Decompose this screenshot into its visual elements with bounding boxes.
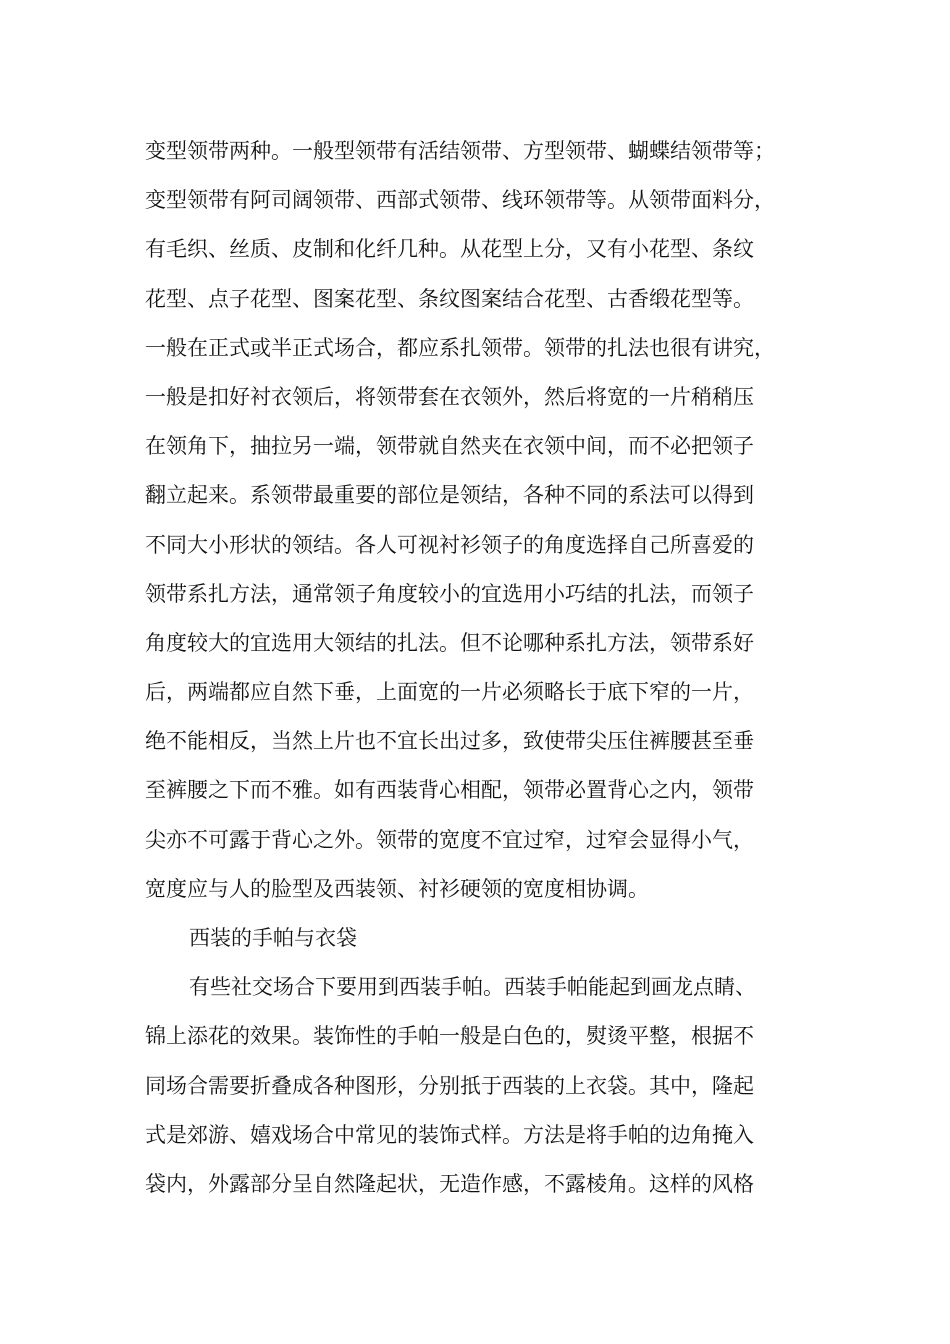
text-line: 尖亦不可露于背心之外。领带的宽度不宜过窄，过窄会显得小气， — [145, 827, 754, 852]
text-line: 锦上添花的效果。装饰性的手帕一般是白色的，熨烫平整，根据不 — [145, 1024, 754, 1049]
text-line: 袋内，外露部分呈自然隆起状，无造作感，不露棱角。这样的风格 — [145, 1171, 754, 1196]
text-line: 宽度应与人的脸型及西装领、衬衫硬领的宽度相协调。 — [145, 876, 649, 901]
text-line: 绝不能相反，当然上片也不宜长出过多，致使带尖压住裤腰甚至垂 — [145, 729, 754, 754]
text-line: 花型、点子花型、图案花型、条纹图案结合花型、古香缎花型等。 — [145, 286, 754, 311]
text-line: 在领角下，抽拉另一端，领带就自然夹在衣领中间，而不必把领子 — [145, 434, 754, 459]
text-line: 不同大小形状的领结。各人可视衬衫领子的角度选择自己所喜爱的 — [145, 532, 754, 557]
text-line: 翻立起来。系领带最重要的部位是领结，各种不同的系法可以得到 — [145, 483, 754, 508]
body-text — [145, 130, 835, 1212]
text-line: 式是郊游、嬉戏场合中常见的装饰式样。方法是将手帕的边角掩入 — [145, 1122, 754, 1147]
text-line: 领带系扎方法，通常领子角度较小的宜选用小巧结的扎法，而领子 — [145, 581, 754, 606]
text-line: 变型领带有阿司阔领带、西部式领带、线环领带等。从领带面料分， — [145, 188, 775, 213]
section-heading: 西装的手帕与衣袋 — [189, 926, 357, 950]
text-line: 同场合需要折叠成各种图形，分别扺于西装的上衣袋。其中，隆起 — [145, 1073, 754, 1098]
text-line: 变型领带两种。一般型领带有活结领带、方型领带、蝴蝶结领带等； — [145, 139, 775, 163]
text-line: 角度较大的宜选用大领结的扎法。但不论哪种系扎方法，领带系好 — [145, 630, 754, 655]
text-line: 一般在正式或半正式场合，都应系扎领带。领带的扎法也很有讲究， — [145, 335, 775, 360]
text-line: 至裤腰之下而不雅。如有西装背心相配，领带必置背心之内，领带 — [145, 778, 754, 803]
text-line: 有毛织、丝质、皮制和化纤几种。从花型上分，又有小花型、条纹 — [145, 237, 754, 262]
paragraph-first-line: 有些社交场合下要用到西装手帕。西装手帕能起到画龙点睛、 — [189, 975, 756, 1000]
text-line: 一般是扣好衬衣领后，将领带套在衣领外，然后将宽的一片稍稍压 — [145, 384, 754, 409]
text-line: 后，两端都应自然下垂，上面宽的一片必须略长于底下窄的一片， — [145, 680, 754, 705]
